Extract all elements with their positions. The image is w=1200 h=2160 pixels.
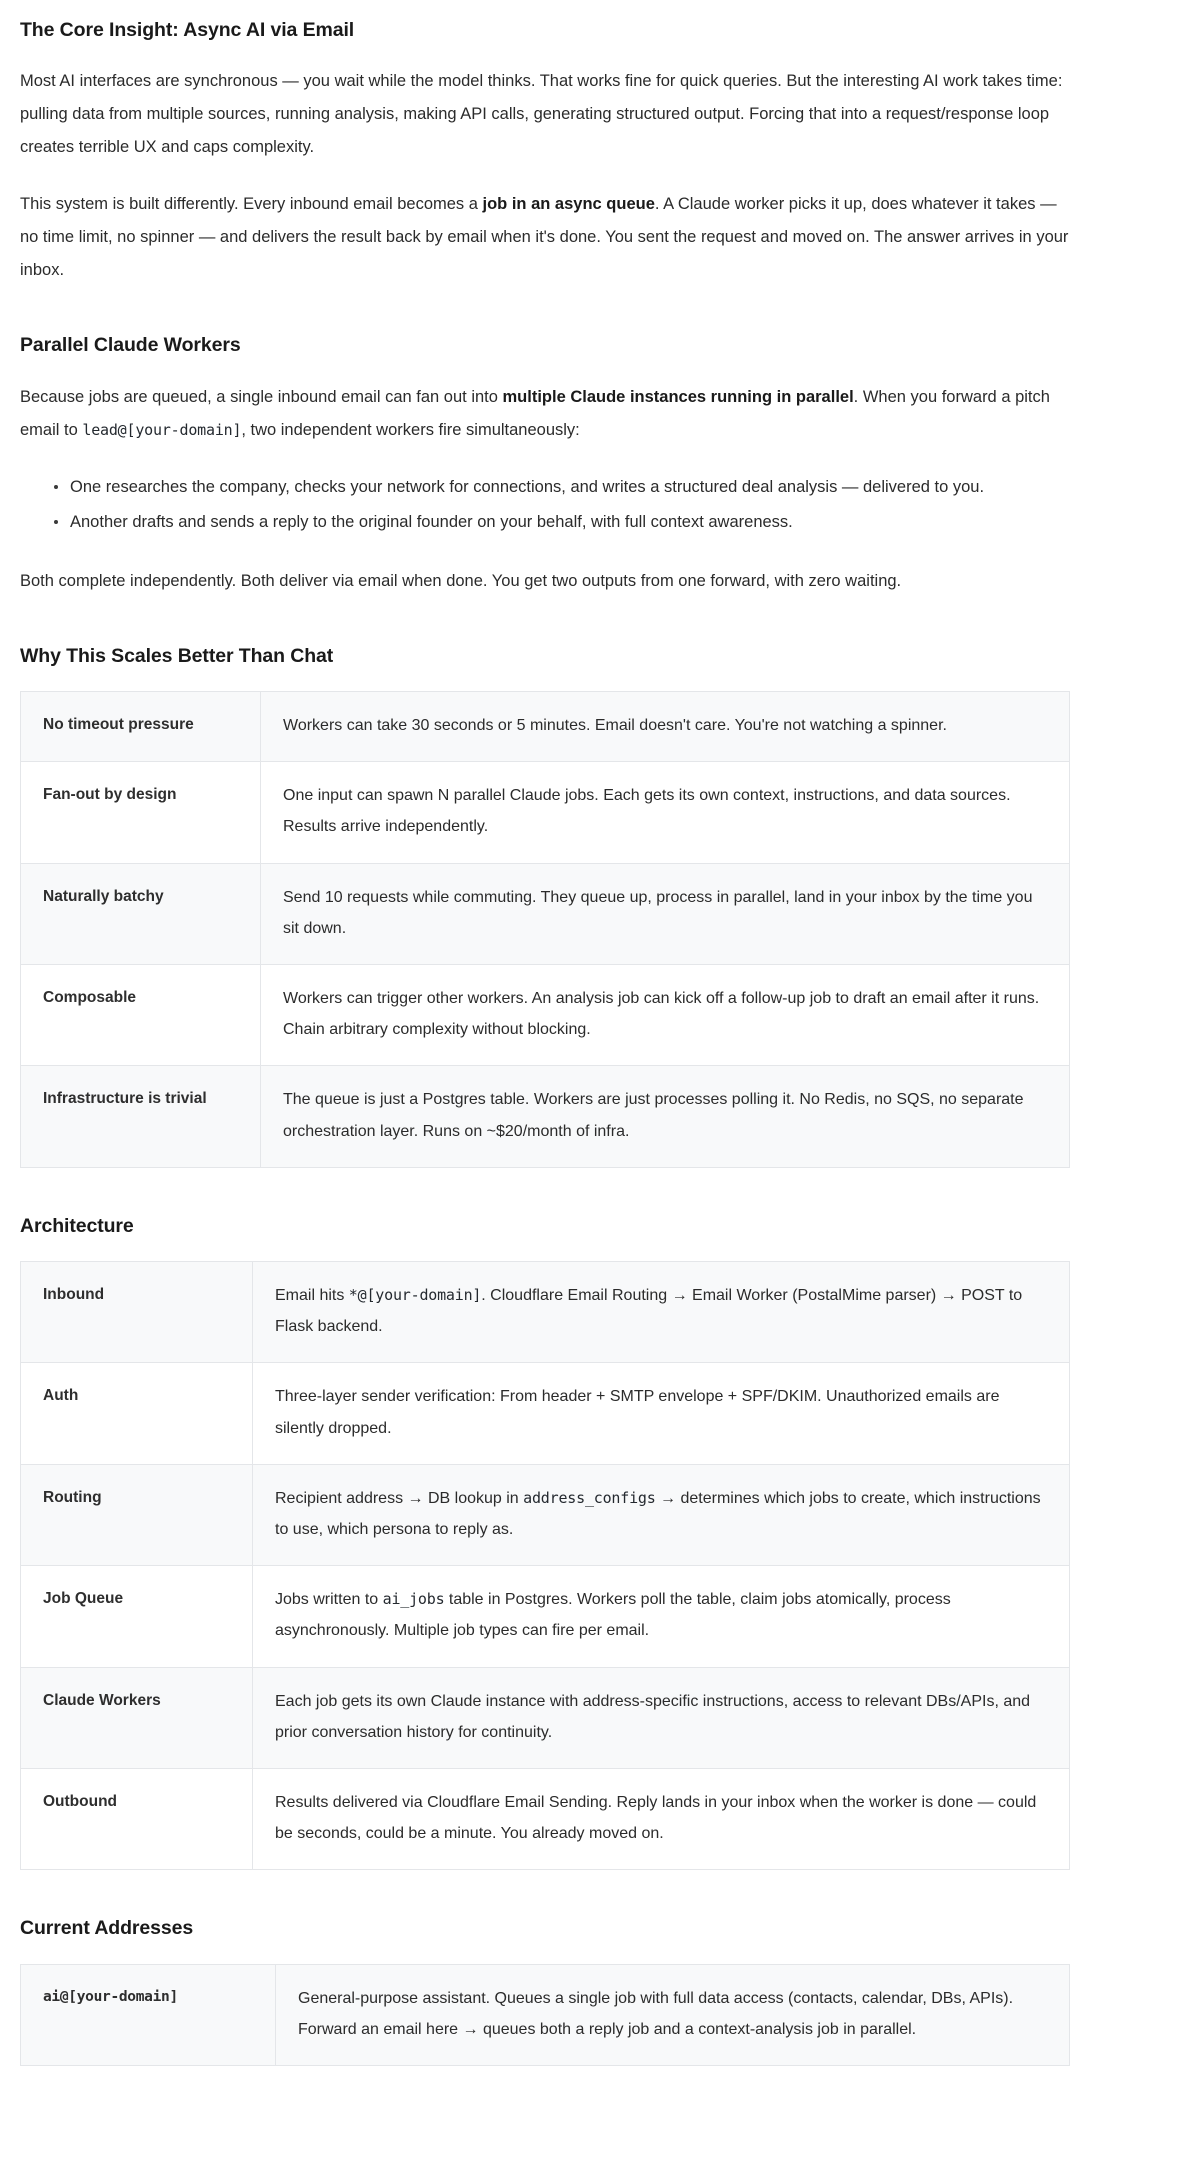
text-run: Three-layer sender verification: From header + SMTP envelope + SPF/DKIM. Unauthorized emails are silently dropped. xyxy=(275,1388,1000,1437)
table-row xyxy=(21,692,1070,762)
text-run: Jobs written to xyxy=(275,1591,383,1609)
table-wrapper xyxy=(20,1261,1070,1870)
table-row xyxy=(21,1667,1070,1768)
table-row xyxy=(21,1066,1070,1167)
inline-code: ai_jobs xyxy=(382,1590,445,1609)
text-run: Most AI interfaces are synchronous — you wait while the model thinks. That works fine for quick queries. But the interesting AI work takes time: pulling data from multiple sources, running analysis, making API calls, generating structured output. Forcing that into a request/response loop creates terrible UX and caps complexity. xyxy=(20,72,1063,157)
table-row-key: Naturally batchy xyxy=(21,863,261,964)
table-row-key: Infrastructure is trivial xyxy=(21,1066,261,1167)
table-row-value xyxy=(253,1768,1070,1869)
paragraph xyxy=(20,565,1070,598)
section-architecture xyxy=(20,1214,1070,1871)
text-run: , two independent workers fire simultaneously: xyxy=(241,420,580,439)
text-run: table in Postgres. Workers poll the table, claim jobs atomically, process asynchronously. Multiple job types can fire per email. xyxy=(275,1591,951,1640)
section-heading: The Core Insight: Async AI via Email xyxy=(20,19,355,41)
table-row xyxy=(21,762,1070,863)
bullet-list xyxy=(20,471,1070,539)
table-row-value xyxy=(261,692,1070,762)
table-row-key: Outbound xyxy=(21,1768,253,1869)
text-run: General-purpose assistant. Queues a single job with full data access (contacts, calendar, DBs, APIs). Forward an email here → queues both a reply job and a context-analysis job in parallel. xyxy=(298,1989,1014,2038)
table-row-key: Composable xyxy=(21,964,261,1065)
text-run: Results delivered via Cloudflare Email Sending. Reply lands in your inbox when the worker is done — could be seconds, could be a minute. You already moved on. xyxy=(275,1793,1037,1843)
text-run: . Cloudflare Email Routing → Email Worker (PostalMime parser) → POST to Flask backend. xyxy=(275,1287,1023,1336)
table-row-value xyxy=(253,1363,1070,1464)
table-row xyxy=(21,1262,1070,1363)
text-run: Because jobs are queued, a single inbound email can fan out into xyxy=(20,387,503,406)
document-content xyxy=(20,18,1070,2066)
table-wrapper xyxy=(20,1964,1070,2066)
text-run: . A Claude worker picks it up, does whatever it takes — no time limit, no spinner — and delivers the result back by email when it's done. You sent the request and moved on. The answer arrives in your inbox. xyxy=(20,195,1069,280)
table-row-value xyxy=(253,1566,1070,1667)
section-heading: Architecture xyxy=(20,1214,134,1237)
paragraph xyxy=(20,65,1070,164)
inline-code: lead@[your-domain] xyxy=(82,420,242,439)
text-run: One input can spawn N parallel Claude jobs. Each gets its own context, instructions, and data sources. Results arrive independently. xyxy=(283,787,1011,836)
table-row-key: Inbound xyxy=(21,1262,253,1363)
text-run: . When you forward a pitch email to xyxy=(20,387,1050,439)
section-parallel-workers xyxy=(20,333,1070,597)
table-wrapper xyxy=(20,691,1070,1168)
emphasis-text: job in an async queue xyxy=(482,195,655,214)
inline-code: address_configs xyxy=(523,1488,656,1507)
table-row xyxy=(21,1566,1070,1667)
text-run: Both complete independently. Both deliver via email when done. You get two outputs from one forward, with zero waiting. xyxy=(20,571,902,590)
table-row-value xyxy=(261,964,1070,1065)
paragraph xyxy=(20,381,1070,447)
table-row xyxy=(21,1768,1070,1869)
section-core-insight xyxy=(20,18,1070,287)
text-run: Workers can trigger other workers. An analysis job can kick off a follow-up job to draft an email after it runs. Chain arbitrary complexity without blocking. xyxy=(283,989,1040,1039)
table-row-value xyxy=(261,863,1070,964)
table-row xyxy=(21,863,1070,964)
text-run: Send 10 requests while commuting. They queue up, process in parallel, land in your inbox by the time you sit down. xyxy=(283,888,1033,937)
table-row-value xyxy=(261,762,1070,863)
section-heading: Parallel Claude Workers xyxy=(20,334,241,357)
text-run: This system is built differently. Every inbound email becomes a xyxy=(20,195,483,214)
section-heading: Why This Scales Better Than Chat xyxy=(20,644,334,667)
text-run: Workers can take 30 seconds or 5 minutes. Email doesn't care. You're not watching a spinner. xyxy=(283,717,947,735)
section-why-scales xyxy=(20,644,1070,1168)
table-row-key: Routing xyxy=(21,1464,253,1565)
text-run: → determines which jobs to create, which instructions to use, which persona to reply as. xyxy=(275,1489,1041,1538)
architecture-table xyxy=(20,1261,1070,1870)
addresses-table xyxy=(20,1964,1070,2066)
text-run: Email hits xyxy=(275,1287,349,1305)
list-item: One researches the company, checks your network for connections, and writes a structured deal analysis — delivered to you. xyxy=(54,471,1070,504)
table-row-value xyxy=(261,1066,1070,1167)
paragraph xyxy=(20,188,1070,287)
text-run: The queue is just a Postgres table. Workers are just processes polling it. No Redis, no SQS, no separate orchestration layer. Runs on ~$20/month of infra. xyxy=(283,1091,1024,1140)
table-row-key: Claude Workers xyxy=(21,1667,253,1768)
table-row-key: Auth xyxy=(21,1363,253,1464)
table-row xyxy=(21,964,1070,1065)
text-run: Each job gets its own Claude instance with address-specific instructions, access to relevant DBs/APIs, and prior conversation history for continuity. xyxy=(275,1692,1031,1741)
table-row xyxy=(21,1464,1070,1565)
table-row-value xyxy=(276,1964,1070,2065)
table-row-value xyxy=(253,1464,1070,1565)
table-row-key: ai@[your-domain] xyxy=(21,1964,276,2065)
section-current-addresses xyxy=(20,1916,1070,2066)
section-heading: Current Addresses xyxy=(20,1917,194,1940)
table-row-value xyxy=(253,1262,1070,1363)
inline-code: *@[your-domain] xyxy=(348,1286,482,1305)
text-run: Recipient address → DB lookup in xyxy=(275,1489,524,1507)
table-row-key: Job Queue xyxy=(21,1566,253,1667)
list-item: Another drafts and sends a reply to the original founder on your behalf, with full context awareness. xyxy=(54,506,1070,539)
table-row-value xyxy=(253,1667,1070,1768)
table-row-key: No timeout pressure xyxy=(21,692,261,762)
table-row xyxy=(21,1363,1070,1464)
scales-table xyxy=(20,691,1070,1168)
table-row xyxy=(21,1964,1070,2065)
table-row-key: Fan-out by design xyxy=(21,762,261,863)
emphasis-text: multiple Claude instances running in parallel xyxy=(502,387,854,406)
